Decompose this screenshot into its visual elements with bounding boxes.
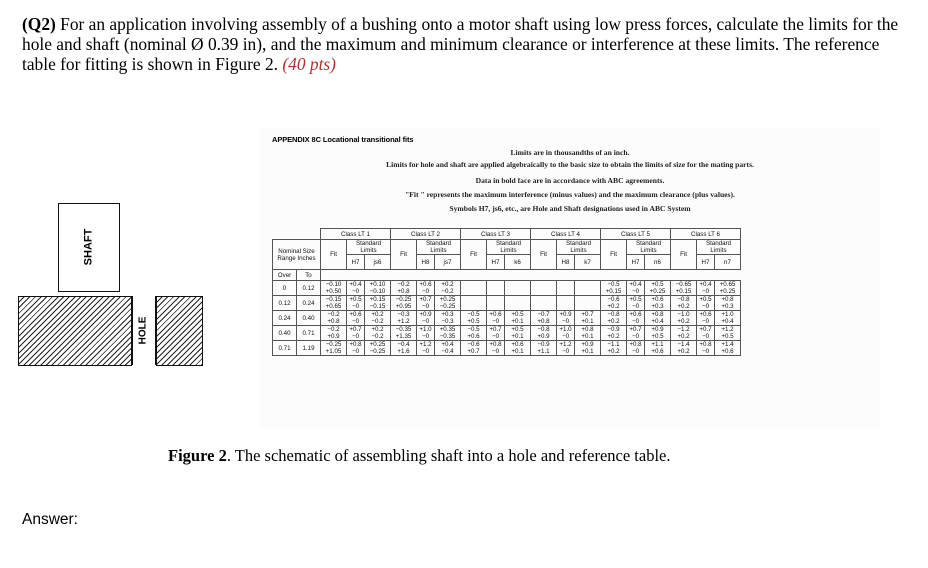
shaft-designation: n6 bbox=[645, 255, 671, 270]
fit-header: Fit bbox=[531, 240, 557, 270]
note-5: Symbols H7, js6, etc., are Hole and Shaft designations used in ABC System bbox=[449, 204, 691, 213]
class-header: Class LT 6 bbox=[671, 229, 741, 240]
table-cell: +0.6 −0 bbox=[487, 311, 505, 326]
table-cell: −0.5 +0.15 bbox=[601, 281, 627, 296]
caption-label: Figure 2 bbox=[168, 446, 227, 465]
std-limits-header: Standard Limits bbox=[627, 240, 671, 255]
note-3: Data in bold face are in accordance with ABC agreements. bbox=[475, 176, 665, 185]
table-cell bbox=[557, 281, 575, 296]
table-cell: 0.24 bbox=[273, 311, 297, 326]
shaft-designation: js6 bbox=[365, 255, 391, 270]
class-header: Class LT 3 bbox=[461, 229, 531, 240]
table-cell: 0.71 bbox=[273, 341, 297, 356]
hole-designation: H8 bbox=[557, 255, 575, 270]
table-cell: +0.2 −0.2 bbox=[435, 281, 461, 296]
question-number: (Q2) bbox=[22, 14, 56, 34]
std-limits-header: Standard Limits bbox=[487, 240, 531, 255]
table-cell: +0.4 −0 bbox=[697, 281, 715, 296]
table-cell: +0.7 −0 bbox=[417, 296, 435, 311]
table-cell bbox=[531, 281, 557, 296]
table-cell: +0.9 +0.1 bbox=[575, 341, 601, 356]
table-cell: −0.10 +0.50 bbox=[321, 281, 347, 296]
table-cell: +0.6 −0 bbox=[697, 311, 715, 326]
table-cell: −0.2 +0.8 bbox=[391, 281, 417, 296]
note-1: Limits are in thousandths of an inch. bbox=[510, 148, 630, 157]
caption-text: . The schematic of assembling shaft into a hole and reference table. bbox=[226, 446, 671, 465]
fit-header: Fit bbox=[391, 240, 417, 270]
class-header: Class LT 4 bbox=[531, 229, 601, 240]
table-cell: +0.6 −0 bbox=[417, 281, 435, 296]
table-row bbox=[273, 281, 741, 296]
note-4: "Fit " represents the maximum interference (minus values) and the maximum clearance (plus values). bbox=[405, 190, 735, 199]
table-cell: +0.5 −0 bbox=[627, 296, 645, 311]
table-row bbox=[273, 341, 741, 356]
table-cell: +0.3 −0.3 bbox=[435, 311, 461, 326]
table-cell: 0.24 bbox=[297, 296, 321, 311]
table-cell: −1.4 +0.2 bbox=[671, 341, 697, 356]
table-cell: −0.2 +0.9 bbox=[321, 326, 347, 341]
table-cell bbox=[487, 281, 505, 296]
table-cell: +0.65 +0.25 bbox=[715, 281, 741, 296]
table-cell: +1.2 −0 bbox=[417, 341, 435, 356]
note-2: Limits for hole and shaft are applied algebraically to the basic size to obtain the limits of size for the mating parts. bbox=[386, 160, 754, 169]
table-cell: +0.8 +0.4 bbox=[645, 311, 671, 326]
table-cell: −0.4 +1.6 bbox=[391, 341, 417, 356]
table-cell: 0.12 bbox=[273, 296, 297, 311]
fit-header: Fit bbox=[671, 240, 697, 270]
bushing-left-hatch bbox=[18, 296, 132, 366]
table-row bbox=[273, 311, 741, 326]
table-cell: +0.9 +0.5 bbox=[645, 326, 671, 341]
table-cell: +0.4 −0 bbox=[627, 281, 645, 296]
table-cell: −1.1 +0.2 bbox=[601, 341, 627, 356]
table-cell: +1.0 −0 bbox=[557, 326, 575, 341]
table-cell bbox=[505, 296, 531, 311]
reference-table-figure bbox=[260, 128, 880, 428]
table-cell: +0.8 −0 bbox=[347, 341, 365, 356]
table-cell: +1.4 +0.6 bbox=[715, 341, 741, 356]
table-cell: −0.7 +0.8 bbox=[531, 311, 557, 326]
table-cell: −0.9 +0.2 bbox=[601, 326, 627, 341]
fit-table bbox=[272, 228, 741, 356]
table-cell: 0.12 bbox=[297, 281, 321, 296]
hole-designation: H7 bbox=[697, 255, 715, 270]
table-cell bbox=[557, 296, 575, 311]
std-limits-header: Standard Limits bbox=[347, 240, 391, 255]
table-cell: −0.8 +0.9 bbox=[531, 326, 557, 341]
table-cell: +0.9 −0 bbox=[557, 311, 575, 326]
table-cell bbox=[505, 281, 531, 296]
table-cell: −0.25 +1.05 bbox=[321, 341, 347, 356]
hole-designation: H7 bbox=[487, 255, 505, 270]
table-cell bbox=[461, 296, 487, 311]
question-points: (40 pts) bbox=[282, 54, 336, 74]
table-cell: −0.6 +0.7 bbox=[461, 341, 487, 356]
table-cell bbox=[575, 281, 601, 296]
over-header: Over bbox=[273, 270, 297, 281]
table-cell: 0 bbox=[273, 281, 297, 296]
table-cell: +0.6 +0.3 bbox=[645, 296, 671, 311]
table-cell: +0.5 +0.1 bbox=[505, 311, 531, 326]
figure-caption bbox=[168, 446, 670, 466]
table-cell: +0.6 +0.1 bbox=[505, 341, 531, 356]
shaft-designation: k6 bbox=[505, 255, 531, 270]
table-cell: −0.3 +1.2 bbox=[391, 311, 417, 326]
shaft-label: SHAFT bbox=[81, 228, 94, 265]
table-cell: −1.2 +0.2 bbox=[671, 326, 697, 341]
table-cell: +0.5 +0.25 bbox=[645, 281, 671, 296]
question-text bbox=[22, 14, 902, 74]
table-cell: +0.5 −0 bbox=[697, 296, 715, 311]
answer-label: Answer: bbox=[22, 511, 78, 528]
hole-label: HOLE bbox=[137, 316, 149, 345]
table-cell: +0.7 −0 bbox=[347, 326, 365, 341]
shaft-designation: js7 bbox=[435, 255, 461, 270]
table-cell: +1.0 +0.4 bbox=[715, 311, 741, 326]
table-cell: 0.71 bbox=[297, 326, 321, 341]
table-cell: +1.2 −0 bbox=[557, 341, 575, 356]
fit-header: Fit bbox=[601, 240, 627, 270]
std-limits-header: Standard Limits bbox=[417, 240, 461, 255]
table-cell: +0.8 −0 bbox=[627, 341, 645, 356]
shaft-designation: n7 bbox=[715, 255, 741, 270]
table-cell: 1.19 bbox=[297, 341, 321, 356]
table-cell: −0.6 +0.2 bbox=[601, 296, 627, 311]
table-cell: +1.1 +0.6 bbox=[645, 341, 671, 356]
table-cell: +0.15 −0.15 bbox=[365, 296, 391, 311]
nominal-size-header: Nominal Size Range Inches bbox=[273, 240, 321, 270]
table-cell: −0.65 +0.15 bbox=[671, 281, 697, 296]
table-cell: −0.25 +0.95 bbox=[391, 296, 417, 311]
table-cell: −0.8 +0.2 bbox=[671, 296, 697, 311]
question-body: For an application involving assembly of a bushing onto a motor shaft using low press forces, calculate the limits for the hole and shaft (nominal Ø 0.39 in), and the maximum and minimum clearance or interference at these limits. The reference table for fitting is shown in Figure 2. bbox=[22, 14, 899, 74]
fit-header: Fit bbox=[321, 240, 347, 270]
table-cell: +0.7 −0 bbox=[627, 326, 645, 341]
table-cell: +0.5 −0 bbox=[347, 296, 365, 311]
table-cell: +0.2 −0.2 bbox=[365, 311, 391, 326]
table-cell: +0.6 −0 bbox=[627, 311, 645, 326]
class-header: Class LT 5 bbox=[601, 229, 671, 240]
table-cell: −0.5 +0.5 bbox=[461, 311, 487, 326]
table-cell: +0.7 −0 bbox=[487, 326, 505, 341]
table-cell: +0.8 −0 bbox=[487, 341, 505, 356]
table-cell: +0.4 −0.4 bbox=[435, 341, 461, 356]
to-header: To bbox=[297, 270, 321, 281]
table-cell: −0.35 +1.35 bbox=[391, 326, 417, 341]
table-cell: +1.0 −0 bbox=[417, 326, 435, 341]
table-cell: +0.25 −0.25 bbox=[435, 296, 461, 311]
table-row bbox=[273, 296, 741, 311]
table-cell: +0.5 +0.1 bbox=[505, 326, 531, 341]
table-cell: −0.8 +0.2 bbox=[601, 311, 627, 326]
table-cell: +0.10 −0.10 bbox=[365, 281, 391, 296]
table-cell: 0.40 bbox=[273, 326, 297, 341]
table-cell: +0.7 +0.1 bbox=[575, 311, 601, 326]
table-cell: +0.8 +0.3 bbox=[715, 296, 741, 311]
hole-designation: H7 bbox=[347, 255, 365, 270]
table-cell: +0.35 −0.35 bbox=[435, 326, 461, 341]
table-cell: +0.9 −0 bbox=[417, 311, 435, 326]
table-cell bbox=[531, 296, 557, 311]
table-cell: +0.8 −0 bbox=[697, 341, 715, 356]
table-cell: −0.5 +0.6 bbox=[461, 326, 487, 341]
table-cell: −1.0 +0.2 bbox=[671, 311, 697, 326]
hole-designation: H8 bbox=[417, 255, 435, 270]
table-cell: −0.2 +0.8 bbox=[321, 311, 347, 326]
appendix-title: APPENDIX 8C Locational transitional fits bbox=[272, 135, 414, 144]
class-header: Class LT 2 bbox=[391, 229, 461, 240]
std-limits-header: Standard Limits bbox=[697, 240, 741, 255]
table-cell: +0.7 −0 bbox=[697, 326, 715, 341]
table-cell bbox=[575, 296, 601, 311]
table-cell bbox=[461, 281, 487, 296]
table-cell bbox=[487, 296, 505, 311]
table-cell: +0.4 −0 bbox=[347, 281, 365, 296]
table-cell: −0.15 +0.65 bbox=[321, 296, 347, 311]
fit-header: Fit bbox=[461, 240, 487, 270]
class-header: Class LT 1 bbox=[321, 229, 391, 240]
table-cell: +0.2 −0.2 bbox=[365, 326, 391, 341]
table-row bbox=[273, 326, 741, 341]
std-limits-header: Standard Limits bbox=[557, 240, 601, 255]
table-cell: +1.2 +0.5 bbox=[715, 326, 741, 341]
hole-designation: H7 bbox=[627, 255, 645, 270]
table-cell: +0.6 −0 bbox=[347, 311, 365, 326]
bushing-right-hatch bbox=[156, 296, 203, 366]
table-cell: +0.25 −0.25 bbox=[365, 341, 391, 356]
table-cell: 0.40 bbox=[297, 311, 321, 326]
shaft-designation: k7 bbox=[575, 255, 601, 270]
table-cell: +0.8 +0.1 bbox=[575, 326, 601, 341]
table-cell: −0.9 +1.1 bbox=[531, 341, 557, 356]
